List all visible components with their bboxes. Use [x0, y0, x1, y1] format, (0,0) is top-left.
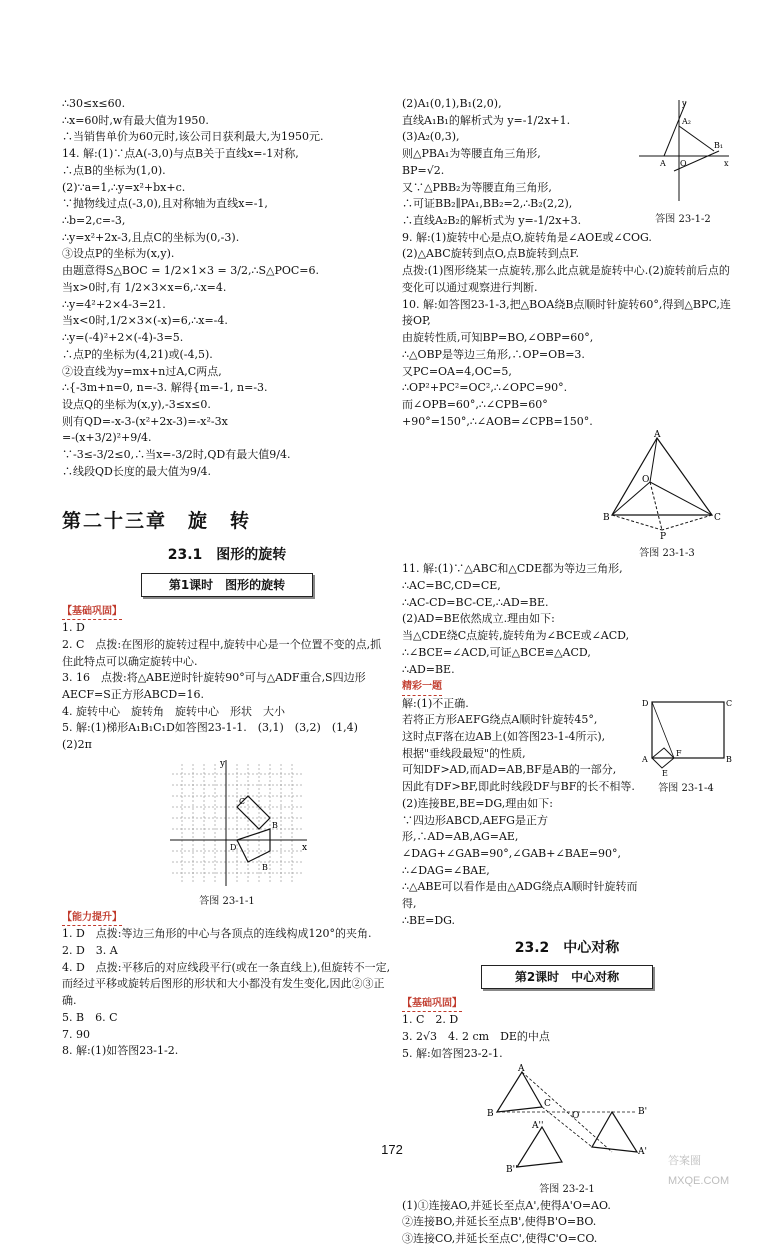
- text-line: ∴△ABE可以看作是由△ADG绕点A顺时针旋转而得,: [402, 880, 638, 911]
- text-line: (2)A₁(0,1),B₁(2,0),: [402, 97, 502, 110]
- text-line: 3. 16 点拨:将△ABE逆时针旋转90°可与△ADF重合,S四边形AECF=S正方形ABCD=16.: [62, 671, 366, 701]
- text-line: ∴点B的坐标为(1,0).: [62, 163, 166, 177]
- text-line: ∴OP²+PC²=OC²,∴∠OPC=90°.: [402, 381, 568, 395]
- text-line: 8. 解:(1)如答图23-1-2.: [62, 1044, 179, 1058]
- watermark-text-2: MXQE.COM: [668, 1175, 730, 1187]
- svg-text:C: C: [544, 1099, 551, 1110]
- text-line: ∴30≤x≤60.: [62, 97, 126, 110]
- watermark-text-1: 答案圈: [668, 1155, 701, 1167]
- text-line: ∵-3≤-3/2≤0,∴当x=-3/2时,QD有最大值9/4.: [62, 448, 291, 462]
- text-line: ∴BE=DG.: [402, 913, 456, 927]
- svg-text:C: C: [714, 513, 721, 524]
- text-line: 根据"垂线段最短"的性质,: [402, 746, 526, 760]
- text-line: ∴y=x²+2x-3,且点C的坐标为(0,-3).: [62, 230, 240, 244]
- figure-caption-23-2-1: 答图 23-2-1: [539, 1184, 595, 1196]
- figure-caption-23-1-2: 答图 23-1-2: [655, 213, 711, 225]
- figure-23-1-1: [62, 754, 392, 894]
- text-line: (3)A₂(0,3),: [402, 130, 460, 144]
- text-line: ∴点P的坐标为(4,21)或(-4,5).: [62, 347, 213, 361]
- text-line: ∴y=4²+2×4-3=21.: [62, 297, 166, 311]
- text-line: ∴∠DAG=∠BAE,: [402, 863, 490, 877]
- basic-answers: [62, 620, 392, 754]
- page-number: 172: [381, 1142, 403, 1157]
- text-line: ∵四边形ABCD,AEFG是正方形,∴AD=AB,AG=AE,: [402, 813, 548, 844]
- svg-text:F: F: [676, 748, 682, 758]
- text-line: ②连接BO,并延长至点B',使得B'O=BO.: [402, 1215, 597, 1229]
- text-line: 当△CDE绕C点旋转,旋转角为∠BCE或∠ACD,: [402, 629, 630, 643]
- text-line: ③连接CO,并延长至点C',使得C'O=CO.: [402, 1232, 598, 1246]
- tag-basic-2: 【基础巩固】: [402, 996, 462, 1012]
- svg-text:O: O: [572, 1111, 580, 1122]
- text-line: ∴b=2,c=-3,: [62, 214, 126, 228]
- text-line: (2)连接BE,BE=DG,理由如下:: [402, 796, 553, 810]
- figure-caption-23-1-1: 答图 23-1-1: [199, 895, 255, 907]
- text-line: 又PC=OA=4,OC=5,: [402, 364, 512, 378]
- svg-text:y: y: [220, 758, 226, 769]
- text-line: 这时点F落在边AB上(如答图23-1-4所示),: [402, 729, 606, 743]
- construction-steps: [402, 1198, 732, 1248]
- svg-text:A: A: [518, 1064, 525, 1075]
- text-line: (2)∵a=1,∴y=x²+bx+c.: [62, 180, 186, 194]
- svg-text:D: D: [230, 842, 237, 852]
- tag-excellent: 精彩一题: [402, 679, 442, 695]
- svg-text:D: D: [642, 698, 649, 708]
- text-line: ∴∠BCE=∠ACD,可证△BCE≌△ACD,: [402, 645, 591, 659]
- text-line: ∴线段QD长度的最大值为9/4.: [62, 464, 212, 478]
- text-line: 点拨:(1)图形绕某一点旋转,那么此点就是旋转中心.(2)旋转前后点的变化可以通过观察进行判断.: [402, 264, 730, 294]
- figure-23-1-3: [602, 430, 732, 540]
- svg-text:A₂: A₂: [682, 117, 691, 126]
- tag-basic: 【基础巩固】: [62, 604, 122, 620]
- text-line: 直线A₁B₁的解析式为 y=-1/2x+1.: [402, 113, 571, 127]
- svg-text:O: O: [680, 159, 687, 168]
- basic-answers-2: [402, 1012, 732, 1062]
- text-line: 可知DF>AD,而AD=AB,BF是AB的一部分,: [402, 763, 617, 777]
- svg-text:C: C: [726, 698, 732, 708]
- text-line: 当x>0时,有 1/2×3×x=6,∴x=4.: [62, 280, 227, 294]
- site-watermark-logo: [658, 1144, 778, 1192]
- text-line: 当x<0时,1/2×3×(-x)=6,∴x=-4.: [62, 314, 228, 328]
- svg-text:A'': A'': [532, 1121, 544, 1132]
- text-line: 由题意得S△BOC = 1/2×1×3 = 3/2,∴S△POC=6.: [62, 264, 320, 278]
- text-line: 1. D: [62, 621, 85, 635]
- svg-text:B: B: [272, 820, 278, 830]
- svg-text:A: A: [642, 754, 648, 764]
- text-line: ∴AD=BE.: [402, 662, 455, 676]
- svg-text:B₁: B₁: [714, 141, 724, 150]
- text-line: 14. 解:(1)∵点A(-3,0)与点B关于直线x=-1对称,: [62, 147, 299, 161]
- text-line: 因此有DF>BF,即此时线段DF与BF的长不相等.: [402, 780, 635, 794]
- svg-text:A: A: [660, 159, 666, 168]
- text-line: 由旋转性质,可知BP=BO,∠OBP=60°,: [402, 331, 594, 345]
- text-line: ∴直线A₂B₂的解析式为 y=-1/2x+3.: [402, 214, 582, 228]
- figure-23-1-2: [634, 96, 732, 206]
- svg-text:C: C: [239, 796, 246, 806]
- text-line: 7. 90: [62, 1027, 90, 1041]
- text-line: 若将正方形AEFG绕点A顺时针旋转45°,: [402, 713, 598, 727]
- lesson-title-1: 第1课时 图形的旋转: [141, 573, 313, 597]
- text-line: 1. C 2. D: [402, 1013, 459, 1027]
- text-line: 2. C 点拨:在图形的旋转过程中,旋转中心是一个位置不变的点,抓住此特点可以确定旋转中心.: [62, 637, 382, 668]
- text-line: (2)AD=BE依然成立.理由如下:: [402, 612, 555, 626]
- text-line: ∴y=(-4)²+2×(-4)-3=5.: [62, 331, 184, 345]
- text-line: ∴AC-CD=BC-CE,∴AD=BE.: [402, 595, 549, 609]
- lesson-title-2: 第2课时 中心对称: [481, 965, 653, 989]
- text-line: 解:(1)不正确.: [402, 696, 469, 710]
- text-line: ②设直线为y=mx+n过A,C两点,: [62, 364, 222, 378]
- figure-caption-23-1-3: 答图 23-1-3: [639, 548, 695, 560]
- svg-text:B': B': [638, 1107, 648, 1118]
- text-line: 而∠OPB=60°,∴∠CPB=60°+90°=150°,∴∠AOB=∠CPB=150°.: [402, 397, 593, 428]
- excellent-solution: [402, 696, 640, 930]
- svg-text:y: y: [682, 99, 687, 108]
- chapter-title: 第二十三章 旋 转: [62, 509, 252, 532]
- svg-text:P: P: [660, 532, 667, 541]
- solution-lines-left: [62, 96, 392, 481]
- solution-lines-right-a: [402, 96, 634, 230]
- svg-text:E: E: [662, 768, 668, 776]
- text-line: 9. 解:(1)旋转中心是点O,旋转角是∠AOE或∠COG.: [402, 230, 652, 244]
- text-line: 5. B 6. C: [62, 1010, 118, 1024]
- section-title-23-1: 23.1 图形的旋转: [167, 547, 287, 564]
- text-line: 4. 旋转中心 旋转角 旋转中心 形状 大小: [62, 704, 285, 718]
- tag-ability: 【能力提升】: [62, 910, 122, 926]
- text-line: 10. 解:如答图23-1-3,把△BOA绕B点顺时针旋转60°,得到△BPC,连接OP,: [402, 297, 731, 328]
- text-line: 则有QD=-x-3-(x²+2x-3)=-x²-3x: [62, 414, 228, 428]
- text-line: 2. D 3. A: [62, 943, 118, 957]
- svg-text:B: B: [487, 1109, 494, 1120]
- svg-text:B: B: [262, 862, 268, 872]
- text-line: ∠DAG+∠GAB=90°,∠GAB+∠BAE=90°,: [402, 846, 621, 860]
- svg-text:B'': B'': [506, 1165, 518, 1176]
- svg-text:x: x: [302, 842, 308, 853]
- svg-text:B: B: [603, 513, 610, 524]
- text-line: BP=√2.: [402, 163, 445, 177]
- svg-text:A: A: [654, 430, 661, 441]
- solution-lines-right-b: [402, 230, 732, 431]
- text-line: 又∵△PBB₂为等腰直角三角形,: [402, 180, 552, 194]
- text-line: (1)①连接AO,并延长至点A',使得A'O=AO.: [402, 1198, 611, 1212]
- text-line: ∴AC=BC,CD=CE,: [402, 579, 501, 592]
- ability-answers: [62, 926, 392, 1060]
- svg-text:A': A': [638, 1147, 647, 1158]
- text-line: =-(x+3/2)²+9/4.: [62, 431, 152, 445]
- left-column: [62, 96, 392, 1060]
- text-line: (2)2π: [62, 738, 92, 752]
- text-line: 4. D 点拨:平移后的对应线段平行(或在一条直线上),但旋转不一定,而经过平移或旋转后图形的形状和大小都没有发生变化,因此②③正确.: [62, 960, 391, 1008]
- text-line: ∴x=60时,w有最大值为1950.: [62, 113, 209, 127]
- svg-text:x: x: [724, 159, 729, 168]
- text-line: 11. 解:(1)∵△ABC和△CDE都为等边三角形,: [402, 562, 623, 576]
- figure-23-1-4: [640, 696, 732, 776]
- text-line: 3. 2√3 4. 2 cm DE的中点: [402, 1029, 550, 1043]
- text-line: ③设点P的坐标为(x,y).: [62, 247, 175, 261]
- text-line: 则△PBA₁为等腰直角三角形,: [402, 147, 541, 161]
- text-line: ∵抛物线过点(-3,0),且对称轴为直线x=-1,: [62, 197, 268, 211]
- text-line: ∴当销售单价为60元时,该公司日获利最大,为1950元.: [62, 130, 324, 144]
- text-line: 1. D 点拨:等边三角形的中心与各顶点的连线构成120°的夹角.: [62, 927, 372, 941]
- text-line: 5. 解:如答图23-2-1.: [402, 1046, 503, 1060]
- text-line: ∴{-3m+n=0, n=-3. 解得{m=-1, n=-3.: [62, 381, 268, 395]
- text-line: (2)△ABC旋转到点O,点B旋转到点F.: [402, 247, 580, 261]
- svg-text:O: O: [642, 475, 650, 486]
- text-line: 5. 解:(1)梯形A₁B₁C₁D如答图23-1-1. (3,1) (3,2) (1,4): [62, 721, 358, 735]
- text-line: 设点Q的坐标为(x,y),-3≤x≤0.: [62, 397, 211, 411]
- text-line: ∴可证BB₂∥PA₁,BB₂=2,∴B₂(2,2),: [402, 197, 573, 211]
- figure-caption-23-1-4: 答图 23-1-4: [658, 783, 714, 795]
- right-column: [402, 96, 732, 1248]
- svg-text:B: B: [726, 754, 732, 764]
- text-line: ∴△OBP是等边三角形,∴OP=OB=3.: [402, 347, 585, 361]
- section-title-23-2: 23.2 中心对称: [514, 939, 620, 956]
- solution-lines-right-c: [402, 561, 732, 678]
